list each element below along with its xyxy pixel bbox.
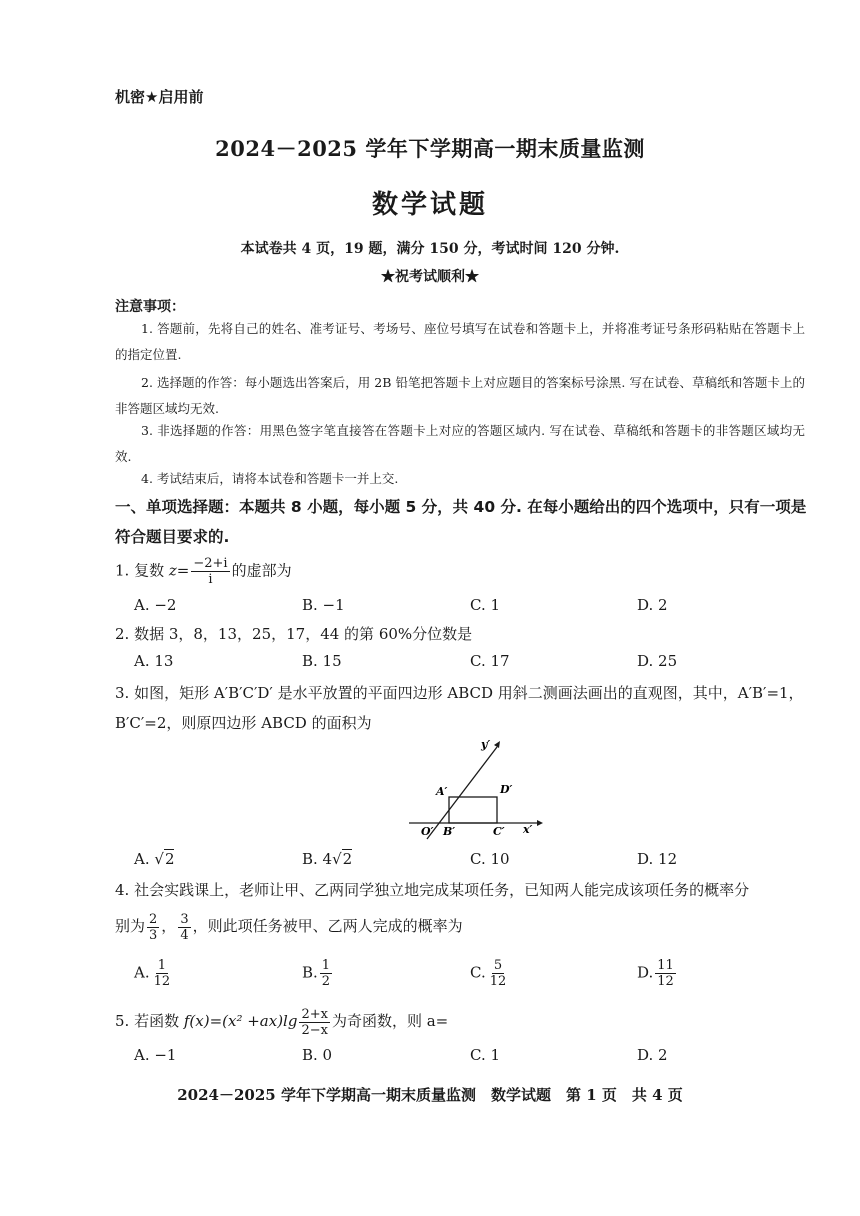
y-axis-arrow <box>494 741 500 748</box>
q4-option-c-den: 12 <box>489 974 507 989</box>
q4-option-a-den: 12 <box>153 974 171 989</box>
q1-option-c: C. 1 <box>470 596 501 614</box>
label-y-prime: y′ <box>481 738 491 751</box>
question-1 <box>115 556 815 587</box>
q1-option-d: D. 2 <box>637 596 668 614</box>
q5-option-d: D. 2 <box>637 1046 668 1064</box>
oblique-projection-figure <box>405 735 545 840</box>
q4-option-c-num: 5 <box>493 958 503 973</box>
q1-fraction <box>191 556 229 587</box>
x-axis-arrow <box>537 820 543 826</box>
q5-function: f(x)=(x² +ax)lg <box>183 1012 298 1030</box>
q4-option-a-label: A. <box>134 963 150 982</box>
q4-fraction-2 <box>178 912 190 943</box>
q3-option-c: C. 10 <box>470 850 510 868</box>
q4-separator: ， <box>161 917 177 935</box>
q4-option-a <box>134 958 174 989</box>
q4-option-b-label: B. <box>302 963 318 982</box>
question-4-line-1: 4. 社会实践课上，老师让甲、乙两同学独立地完成某项任务，已知两人能完成该项任务的概率分 <box>115 881 750 899</box>
q4-fraction-1 <box>147 912 159 943</box>
q3-option-b-radicand: 2 <box>342 850 353 868</box>
label-d-prime: D′ <box>500 783 513 796</box>
q3-option-b: B. 4√2 <box>302 850 353 868</box>
q3-option-a: A. √2 <box>134 850 175 868</box>
notice-item-4: 4. 考试结束后，请将本试卷和答题卡一并上交. <box>141 471 399 486</box>
q4-option-c-fraction <box>488 958 509 989</box>
q3-option-a-label: A. <box>134 850 155 868</box>
label-x-prime: x′ <box>523 823 533 836</box>
q4-option-b-fraction <box>320 958 332 989</box>
q2-option-a: A. 13 <box>134 652 174 670</box>
q4-option-a-num: 1 <box>157 958 167 973</box>
exam-title: 2024－2025 学年下学期高一期末质量监测 <box>215 136 645 161</box>
q5-suffix: 为奇函数，则 a= <box>331 1012 449 1030</box>
label-c-prime: C′ <box>493 825 505 838</box>
q4-option-d-den: 12 <box>657 974 674 989</box>
label-o-prime: O′ <box>421 825 434 838</box>
q5-option-b: B. 0 <box>302 1046 333 1064</box>
question-5 <box>115 1004 815 1038</box>
label-a-prime: A′ <box>436 785 448 798</box>
q4-option-d-fraction <box>655 958 676 989</box>
q4-suffix: ，则此项任务被甲、乙两人完成的概率为 <box>192 917 463 935</box>
q1-option-b: B. −1 <box>302 596 345 614</box>
q4-option-c <box>470 958 510 989</box>
q1-suffix: 的虚部为 <box>231 561 292 580</box>
q4-prefix: 别为 <box>115 917 146 935</box>
q1-var: z <box>168 561 177 580</box>
q4-option-d-label: D. <box>637 963 654 982</box>
q2-option-c: C. 17 <box>470 652 510 670</box>
q3-option-b-label: B. 4 <box>302 850 333 868</box>
q4-option-d <box>637 958 678 989</box>
q5-denominator: 2−x <box>301 1022 328 1038</box>
question-2: 2. 数据 3，8，13，25，17，44 的第 60%分位数是 <box>115 625 473 643</box>
exam-info: 本试卷共 4 页，19 题，满分 150 分，考试时间 120 分钟. <box>240 241 620 257</box>
notice-item-2: 2. 选择题的作答：每小题选出答案后，用 2B 铅笔把答题卡上对应题目的答案标号涂黑. 写在试卷、草稿纸和答题卡上的非答题区域均无效. <box>115 375 805 416</box>
good-luck-line: ★祝考试顺利★ <box>381 269 479 285</box>
q4-option-b-num: 1 <box>321 958 331 973</box>
subject-title: 数学试题 <box>371 190 488 220</box>
q4-option-b <box>302 958 334 989</box>
question-3: 3. 如图，矩形 A′B′C′D′ 是水平放置的平面四边形 ABCD 用斜二测画法画出的直观图，其中，A′B′=1，B′C′=2，则原四边形 ABCD 的面积为 <box>115 684 804 732</box>
q5-option-a: A. −1 <box>134 1046 177 1064</box>
page-footer: 2024－2025 学年下学期高一期末质量监测 数学试题 第 1 页 共 4 页 <box>177 1086 683 1104</box>
section-1-heading: 一、单项选择题：本题共 8 小题，每小题 5 分，共 40 分. 在每小题给出的四个选项中，只有一项是符合题目要求的. <box>115 498 807 546</box>
question-4-line-2 <box>115 908 815 944</box>
q4-option-c-label: C. <box>470 963 486 982</box>
q4-fraction-2-num: 3 <box>180 911 189 927</box>
q2-option-b: B. 15 <box>302 652 342 670</box>
q1-eq: = <box>176 561 190 580</box>
q1-prefix: 1. 复数 <box>115 561 169 580</box>
q3-option-d: D. 12 <box>637 850 678 868</box>
q3-option-a-radicand: 2 <box>164 850 175 868</box>
confidential-label: 机密★启用前 <box>115 88 204 106</box>
q4-option-b-den: 2 <box>321 974 331 989</box>
label-b-prime: B′ <box>443 825 456 838</box>
q1-option-a: A. −2 <box>134 596 177 614</box>
q4-fraction-1-num: 2 <box>149 911 158 927</box>
q5-numerator: 2+x <box>301 1006 328 1022</box>
q5-prefix: 5. 若函数 <box>115 1012 184 1030</box>
notice-item-3: 3. 非选择题的作答：用黑色签字笔直接答在答题卡上对应的答题区域内. 写在试卷、草稿纸和答题卡的非答题区域均无效. <box>115 423 805 464</box>
q4-option-a-fraction <box>152 958 173 989</box>
q5-option-c: C. 1 <box>470 1046 501 1064</box>
q4-fraction-2-den: 4 <box>180 927 189 943</box>
q4-fraction-1-den: 3 <box>149 927 158 943</box>
notice-item-1: 1. 答题前，先将自己的姓名、准考证号、考场号、座位号填写在试卷和答题卡上，并将准考证号条形码粘贴在答题卡上的指定位置. <box>115 321 805 362</box>
q4-option-d-num: 11 <box>657 958 674 973</box>
notice-title: 注意事项： <box>115 299 185 315</box>
q2-option-d: D. 25 <box>637 652 678 670</box>
q1-numerator: −2+i <box>193 556 228 571</box>
q5-fraction <box>299 1007 330 1038</box>
q1-denominator: i <box>208 572 213 587</box>
